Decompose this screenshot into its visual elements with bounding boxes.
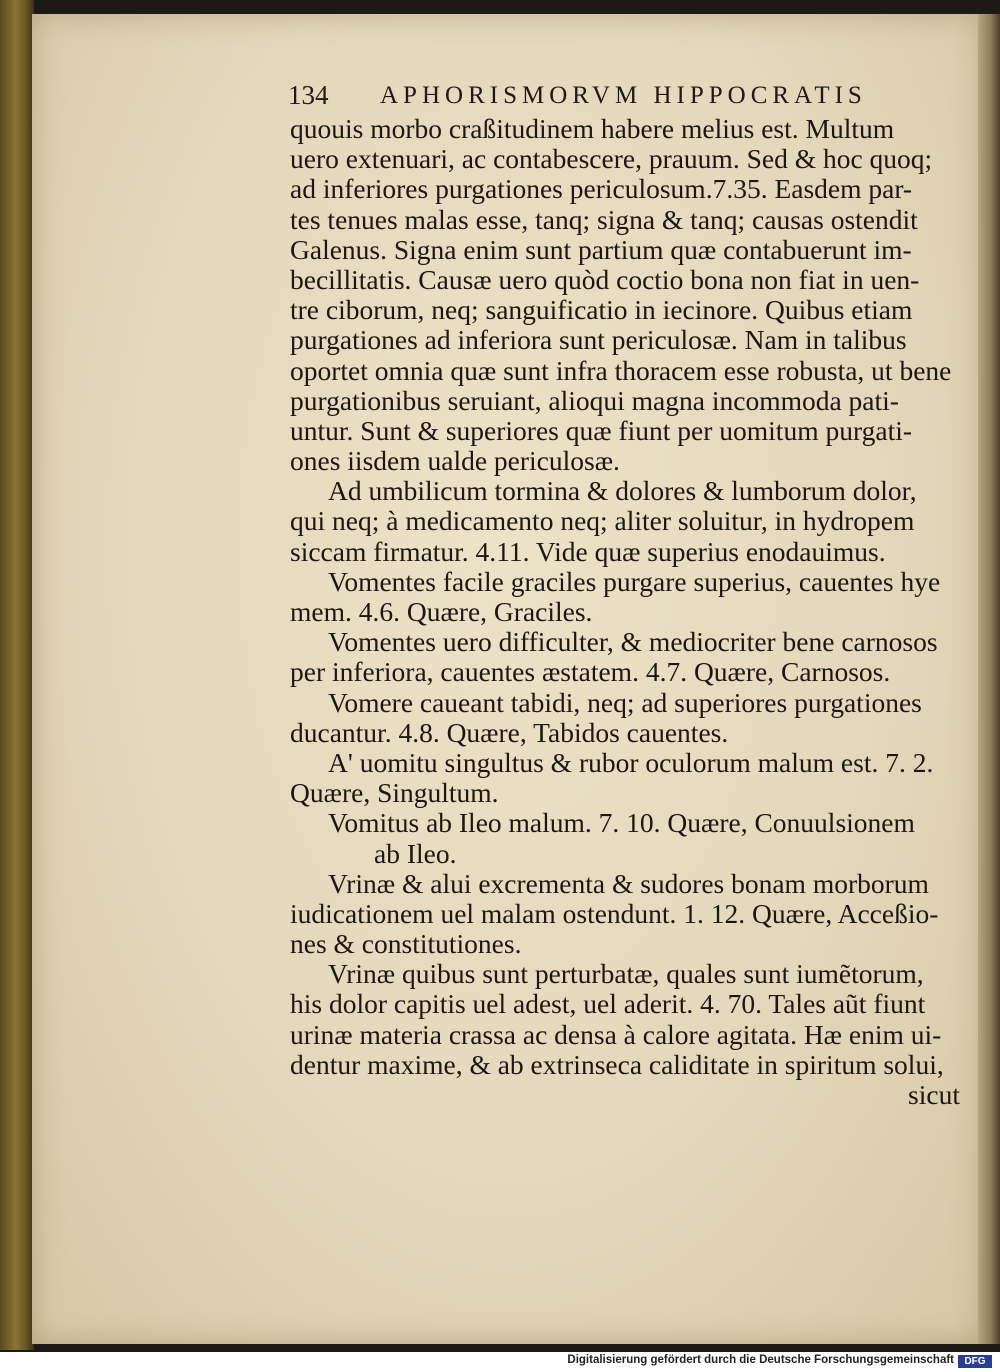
text-line: his dolor capitis uel adest, uel aderit. 4. 70. Tales aũt fiunt (290, 989, 926, 1020)
text-line: urinæ materia crassa ac densa à calore agitata. Hæ enim ui- (290, 1019, 942, 1050)
dfg-logo: DFG (958, 1355, 992, 1368)
page-edge (978, 14, 1000, 1344)
text-line: Vrinæ quibus sunt perturbatæ, quales sunt iumẽtorum, (328, 959, 924, 990)
page-number: 134 (288, 80, 329, 110)
text-line: dentur maxime, & ab extrinseca caliditate in spiritum solui, (290, 1049, 944, 1080)
text-line: purgationibus seruiant, alioqui magna incommoda pati- (290, 385, 899, 416)
digitization-footer (0, 1352, 1000, 1372)
text-line: Vomitus ab Ileo malum. 7. 10. Quære, Conuulsionem (328, 808, 915, 839)
text-line: Galenus. Signa enim sunt partium quæ contabuerunt im- (290, 234, 912, 265)
text-line: tre ciborum, neq; sanguificatio in iecinore. Quibus etiam (290, 295, 913, 326)
text-line: uero extenuari, ac contabescere, prauum. Sed & hoc quoq; (290, 144, 933, 175)
text-line: A' uomitu singultus & rubor oculorum malum est. 7. 2. (328, 747, 934, 778)
text-line: mem. 4.6. Quære, Graciles. (290, 597, 593, 627)
text-line: siccam firmatur. 4.11. Vide quæ superius enodauimus. (290, 536, 886, 567)
text-line: Vomentes uero difficulter, & mediocriter bene carnosos (328, 627, 938, 658)
text-line: Ad umbilicum tormina & dolores & lumborum dolor, (328, 476, 917, 507)
text-line: iudicationem uel malam ostendunt. 1. 12. Quære, Acceßio- (290, 898, 939, 929)
text-line: ab Ileo. (374, 838, 457, 869)
text-line: Quære, Singultum. (290, 778, 499, 809)
catchword: sicut (908, 1080, 960, 1110)
text-line: Vomere caueant tabidi, neq; ad superiores purgationes (328, 687, 922, 718)
text-line: purgationes ad inferiora sunt periculosæ. Nam in talibus (290, 325, 907, 356)
funding-credit: Digitalisierung gefördert durch die Deutsche Forschungsgemeinschaft (567, 1354, 954, 1366)
text-line: Vomentes facile graciles purgare superius, cauentes hye (328, 566, 941, 597)
text-line: ones iisdem ualde periculosæ. (290, 446, 620, 477)
text-line: nes & constitutiones. (290, 929, 522, 960)
text-line: Vrinæ & alui excrementa & sudores bonam morborum (328, 868, 929, 899)
text-line: quouis morbo craßitudinem habere melius est. Multum (290, 114, 895, 144)
text-line: untur. Sunt & superiores quæ fiunt per uomitum purgati- (290, 415, 913, 446)
text-line: oportet omnia quæ sunt infra thoracem esse robusta, ut bene (290, 355, 952, 386)
text-line: ducantur. 4.8. Quære, Tabidos cauentes. (290, 717, 729, 748)
running-title: APHORISMORVM HIPPOCRATIS (380, 82, 867, 109)
text-line: qui neq; à medicamento neq; aliter soluitur, in hydropem (290, 506, 915, 537)
book-binding-edge (0, 0, 34, 1350)
text-line: per inferiora, cauentes æstatem. 4.7. Quære, Carnosos. (290, 657, 891, 688)
text-line: ad inferiores purgationes periculosum.7.35. Easdem par- (290, 174, 913, 205)
text-line: tes tenues malas esse, tanq; signa & tanq; causas ostendit (290, 204, 918, 235)
text-line: becillitatis. Causæ uero quòd coctio bona non fiat in uen- (290, 264, 920, 295)
page-body-text (290, 114, 962, 1110)
